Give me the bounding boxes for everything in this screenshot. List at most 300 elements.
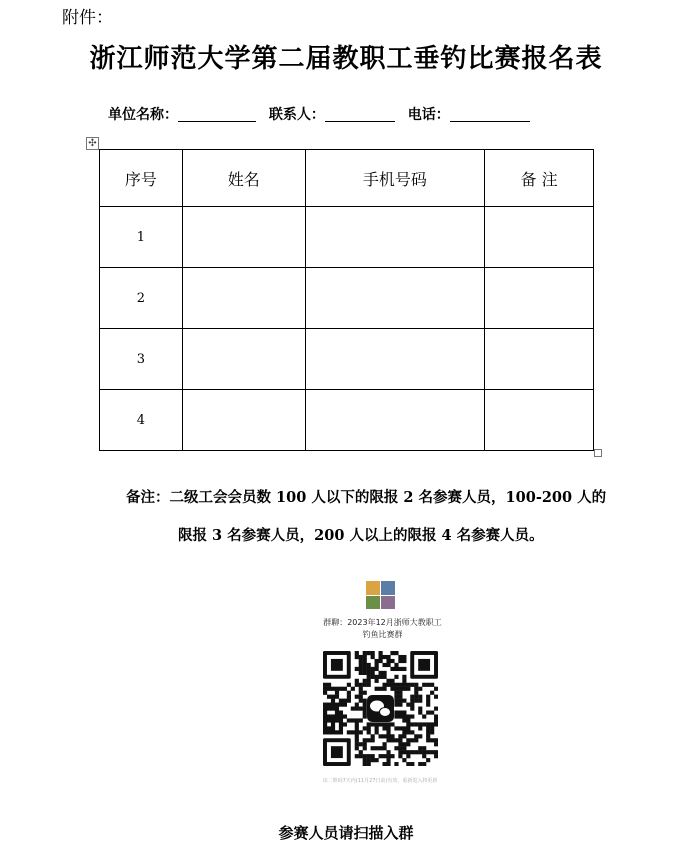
column-header-remarks: 备 注 [485, 150, 594, 207]
qr-module [363, 663, 367, 667]
qr-module [402, 758, 406, 762]
row-index-cell: 4 [100, 390, 183, 451]
qr-module [323, 726, 327, 730]
qr-module [402, 750, 406, 754]
qr-module [414, 683, 418, 687]
qr-module [398, 750, 402, 754]
qr-module [386, 730, 390, 734]
qr-module [363, 758, 367, 762]
qr-module [402, 734, 406, 738]
group-avatar [366, 581, 395, 609]
name-cell[interactable] [182, 268, 305, 329]
qr-validity-note: 该二维码7天内(11月27日前)有效，重新进入将更新 [322, 778, 438, 784]
qr-module [390, 659, 394, 663]
qr-module [343, 703, 347, 707]
qr-module [402, 726, 406, 730]
qr-module [363, 659, 367, 663]
qr-module [355, 722, 359, 726]
qr-module [355, 730, 359, 734]
qr-module [410, 730, 414, 734]
qr-module [398, 691, 402, 695]
qr-module [434, 750, 438, 754]
qr-module [335, 695, 339, 699]
remarks-cell[interactable] [485, 207, 594, 268]
qr-module [355, 707, 359, 711]
qr-module [355, 695, 359, 699]
qr-module [379, 675, 383, 679]
qr-module [402, 679, 406, 683]
qr-module [327, 695, 331, 699]
qr-module [379, 746, 383, 750]
qr-module [390, 754, 394, 758]
qr-module [363, 651, 367, 655]
qr-module [359, 691, 363, 695]
qr-module [422, 754, 426, 758]
qr-module [406, 703, 410, 707]
qr-module [406, 726, 410, 730]
phone-cell[interactable] [305, 207, 485, 268]
qr-module [418, 710, 422, 714]
qr-module [379, 651, 383, 655]
qr-module [355, 726, 359, 730]
qr-module [355, 746, 359, 750]
qr-module [402, 746, 406, 750]
qr-module [327, 726, 331, 730]
qr-module [406, 730, 410, 734]
qr-module [430, 722, 434, 726]
qr-module [367, 671, 371, 675]
qr-module [367, 679, 371, 683]
qr-module [363, 707, 367, 711]
qr-module [382, 734, 386, 738]
qr-module [347, 695, 351, 699]
qr-module [327, 683, 331, 687]
qr-module [379, 722, 383, 726]
qr-module [406, 683, 410, 687]
qr-module [386, 679, 390, 683]
qr-module [390, 722, 394, 726]
group-name-line-2: 钓鱼比赛群 [362, 630, 403, 639]
qr-module [434, 754, 438, 758]
attachment-label: 附件： [62, 8, 113, 28]
qr-module [394, 663, 398, 667]
qr-module [390, 667, 394, 671]
qr-module [434, 707, 438, 711]
qr-module [386, 722, 390, 726]
qr-module [382, 746, 386, 750]
qr-module [406, 742, 410, 746]
qr-module [430, 683, 434, 687]
registration-table [99, 149, 594, 451]
qr-module [402, 714, 406, 718]
qr-module [394, 703, 398, 707]
qr-module [402, 699, 406, 703]
qr-module [398, 699, 402, 703]
name-cell[interactable] [182, 329, 305, 390]
qr-module [402, 659, 406, 663]
qr-module [434, 714, 438, 718]
name-cell[interactable] [182, 390, 305, 451]
qr-module [359, 718, 363, 722]
qr-module [394, 687, 398, 691]
qr-module [426, 695, 430, 699]
qr-module [390, 651, 394, 655]
qr-module [410, 683, 414, 687]
qr-module [323, 722, 327, 726]
qr-module [394, 683, 398, 687]
qr-module [402, 710, 406, 714]
qr-module [418, 687, 422, 691]
qr-module [363, 738, 367, 742]
qr-module [398, 734, 402, 738]
qr-module [422, 746, 426, 750]
qr-module [339, 730, 343, 734]
table-move-handle-icon[interactable]: ✣ [86, 137, 99, 150]
qr-module [339, 726, 343, 730]
qr-module [414, 722, 418, 726]
qr-module [398, 726, 402, 730]
phone-cell[interactable] [305, 268, 485, 329]
qr-module [359, 655, 363, 659]
qr-module [406, 722, 410, 726]
qr-module [343, 722, 347, 726]
qr-module [359, 687, 363, 691]
qr-module [382, 726, 386, 730]
qr-module [351, 730, 355, 734]
qr-module [390, 738, 394, 742]
qr-module [406, 750, 410, 754]
scan-instruction: 参赛人员请扫描入群 [278, 824, 414, 842]
qr-module [426, 726, 430, 730]
avatar-tile [381, 596, 395, 610]
qr-module [434, 742, 438, 746]
qr-module [323, 707, 327, 711]
phone-cell[interactable] [305, 390, 485, 451]
unit-name-blank[interactable] [178, 107, 256, 122]
qr-module [363, 683, 367, 687]
qr-module [402, 687, 406, 691]
qr-module [343, 714, 347, 718]
qr-module [335, 710, 339, 714]
qr-module [371, 754, 375, 758]
qr-module [363, 714, 367, 718]
qr-module [382, 671, 386, 675]
qr-module [422, 714, 426, 718]
qr-module [386, 726, 390, 730]
qr-module [410, 722, 414, 726]
qr-module [386, 750, 390, 754]
qr-module [371, 667, 375, 671]
column-header-phone: 手机号码 [305, 150, 485, 207]
qr-module [339, 703, 343, 707]
qr-module [331, 730, 335, 734]
qr-module [398, 659, 402, 663]
qr-module [394, 746, 398, 750]
qr-module [402, 655, 406, 659]
qr-module [394, 695, 398, 699]
qr-module [335, 718, 339, 722]
qr-module [323, 718, 327, 722]
qr-module [331, 707, 335, 711]
qr-module [414, 738, 418, 742]
qr-module [347, 718, 351, 722]
qr-module [418, 707, 422, 711]
contact-person-blank[interactable] [325, 107, 395, 122]
qr-module [363, 710, 367, 714]
qr-module [367, 651, 371, 655]
qr-module [371, 675, 375, 679]
qr-module [382, 742, 386, 746]
qr-finder-pattern [323, 651, 351, 679]
qr-module [351, 707, 355, 711]
qr-module [367, 667, 371, 671]
remarks-cell[interactable] [485, 390, 594, 451]
qr-module [331, 714, 335, 718]
qr-module [406, 714, 410, 718]
qr-module [418, 695, 422, 699]
qr-module [363, 667, 367, 671]
qr-module [363, 742, 367, 746]
qr-module [367, 675, 371, 679]
qr-module [426, 734, 430, 738]
qr-module [355, 734, 359, 738]
qr-module [359, 750, 363, 754]
qr-module [386, 738, 390, 742]
qr-module [402, 675, 406, 679]
group-qr-code[interactable] [323, 651, 438, 766]
qr-module [343, 687, 347, 691]
qr-module [382, 687, 386, 691]
qr-module [363, 754, 367, 758]
qr-module [382, 683, 386, 687]
qr-module [386, 762, 390, 766]
qr-module [371, 746, 375, 750]
qr-module [379, 655, 383, 659]
qr-module [398, 703, 402, 707]
qr-module [418, 722, 422, 726]
qr-module [359, 667, 363, 671]
qr-module [414, 695, 418, 699]
qr-module [331, 718, 335, 722]
qr-module [331, 695, 335, 699]
qr-module [410, 695, 414, 699]
group-name [310, 617, 455, 641]
qr-module [422, 722, 426, 726]
qr-finder-pattern [323, 738, 351, 766]
qr-module [394, 726, 398, 730]
qr-module [379, 754, 383, 758]
qr-module [398, 746, 402, 750]
qr-module [375, 667, 379, 671]
qr-module [414, 750, 418, 754]
qr-module [398, 683, 402, 687]
qr-module [434, 695, 438, 699]
qr-module [371, 734, 375, 738]
column-header-name: 姓名 [182, 150, 305, 207]
qr-module [359, 695, 363, 699]
qr-module [410, 738, 414, 742]
qr-module [394, 714, 398, 718]
qr-module [323, 683, 327, 687]
qr-module [367, 722, 371, 726]
qr-module [335, 730, 339, 734]
qr-module [426, 683, 430, 687]
qr-module [371, 758, 375, 762]
qr-module [394, 691, 398, 695]
row-index-cell: 3 [100, 329, 183, 390]
unit-name-label: 单位名称： [108, 107, 178, 123]
qr-finder-pattern [410, 651, 438, 679]
qr-module [386, 734, 390, 738]
qr-module [426, 722, 430, 726]
qr-module [359, 707, 363, 711]
remarks-cell[interactable] [485, 268, 594, 329]
qr-module [327, 714, 331, 718]
qr-module [359, 659, 363, 663]
qr-module [343, 699, 347, 703]
qr-module [339, 722, 343, 726]
qr-module [351, 687, 355, 691]
qr-module [323, 703, 327, 707]
column-header-index: 序号 [100, 150, 183, 207]
qr-module [375, 659, 379, 663]
qr-module [434, 687, 438, 691]
qr-module [347, 691, 351, 695]
qr-module [390, 679, 394, 683]
table-row [100, 268, 594, 329]
phone-blank[interactable] [450, 107, 530, 122]
qr-module [335, 703, 339, 707]
qr-module [359, 671, 363, 675]
remarks-cell[interactable] [485, 329, 594, 390]
qr-module [382, 655, 386, 659]
qr-module [402, 683, 406, 687]
qr-module [406, 762, 410, 766]
qr-module [426, 699, 430, 703]
qr-module [406, 718, 410, 722]
qr-module [430, 750, 434, 754]
qr-module [351, 718, 355, 722]
qr-module [430, 738, 434, 742]
qr-module [367, 663, 371, 667]
qr-module [375, 726, 379, 730]
qr-module [394, 667, 398, 671]
qr-module [331, 722, 335, 726]
qr-module [359, 683, 363, 687]
qr-module [426, 738, 430, 742]
qr-module [379, 687, 383, 691]
qr-module [394, 710, 398, 714]
qr-module [339, 687, 343, 691]
qr-module [327, 703, 331, 707]
qr-module [359, 663, 363, 667]
qr-module [382, 675, 386, 679]
qr-module [367, 762, 371, 766]
qr-module [375, 730, 379, 734]
avatar-tile [366, 581, 380, 595]
qr-module [386, 655, 390, 659]
qr-module [331, 726, 335, 730]
qr-module [355, 742, 359, 746]
phone-cell[interactable] [305, 329, 485, 390]
qr-module [331, 687, 335, 691]
note-line-1: 备注：二级工会会员数 100 人以下的限报 2 名参赛人员，100-200 人的 [126, 489, 607, 506]
qr-module [323, 710, 327, 714]
contact-info-line [108, 104, 530, 124]
qr-module [359, 742, 363, 746]
qr-module [398, 742, 402, 746]
qr-module [426, 730, 430, 734]
qr-module [398, 738, 402, 742]
contact-person-label: 联系人： [268, 107, 325, 123]
qr-module [367, 726, 371, 730]
qr-module [386, 758, 390, 762]
table-resize-handle[interactable] [594, 449, 602, 457]
qr-module [367, 738, 371, 742]
qr-module [390, 734, 394, 738]
qr-module [335, 687, 339, 691]
qr-module [422, 750, 426, 754]
qr-module [323, 691, 327, 695]
qr-module [414, 734, 418, 738]
qr-module [386, 659, 390, 663]
qr-module [339, 714, 343, 718]
qr-module [379, 659, 383, 663]
qr-module [371, 722, 375, 726]
qr-module [359, 754, 363, 758]
qr-module [394, 651, 398, 655]
qr-module [355, 651, 359, 655]
qr-module [363, 691, 367, 695]
qr-module [430, 710, 434, 714]
qr-module [355, 679, 359, 683]
name-cell[interactable] [182, 207, 305, 268]
row-index-cell: 2 [100, 268, 183, 329]
qr-module [375, 675, 379, 679]
table-row [100, 390, 594, 451]
qr-module [402, 730, 406, 734]
qr-module [335, 714, 339, 718]
qr-module [382, 762, 386, 766]
qr-module [394, 675, 398, 679]
qr-module [375, 758, 379, 762]
qr-module [382, 722, 386, 726]
table-header-row [100, 150, 594, 207]
qr-module [426, 750, 430, 754]
qr-module [410, 750, 414, 754]
qr-module [398, 695, 402, 699]
qr-module [386, 754, 390, 758]
qr-module [398, 687, 402, 691]
qr-module [386, 683, 390, 687]
qr-module [335, 691, 339, 695]
table-row [100, 207, 594, 268]
qr-module [418, 726, 422, 730]
qr-module [323, 730, 327, 734]
avatar-tile [381, 581, 395, 595]
qr-module [430, 691, 434, 695]
qr-module [390, 683, 394, 687]
qr-module [390, 687, 394, 691]
qr-module [363, 703, 367, 707]
qr-module [410, 699, 414, 703]
qr-module [363, 726, 367, 730]
qr-module [363, 679, 367, 683]
qr-module [375, 746, 379, 750]
qr-module [363, 699, 367, 703]
qr-module [375, 663, 379, 667]
qr-module [398, 754, 402, 758]
